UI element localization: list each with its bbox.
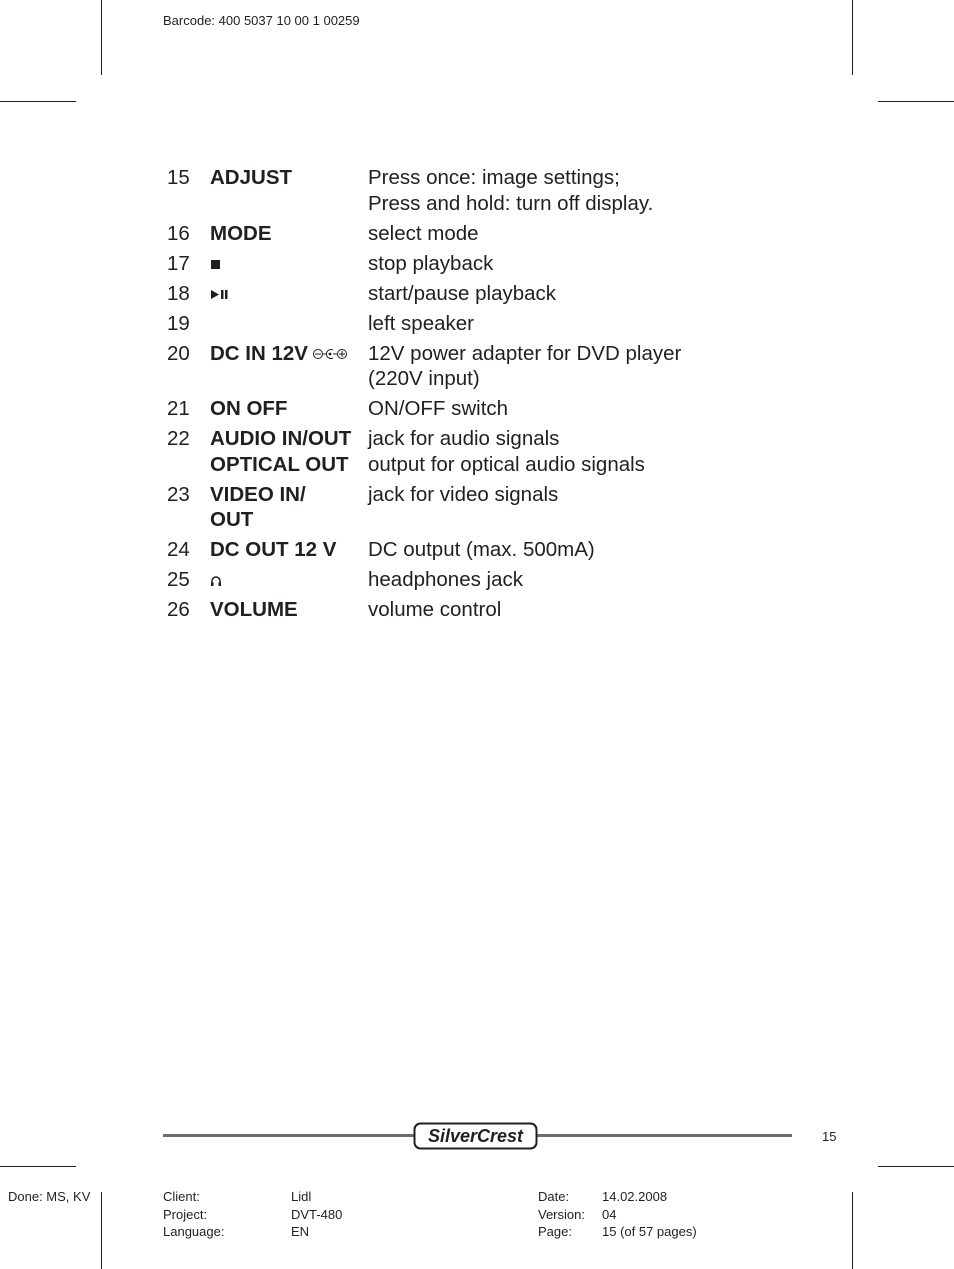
description-line: stop playback <box>368 251 494 275</box>
list-item <box>167 165 767 216</box>
item-name <box>210 396 368 422</box>
project-value: DVT-480 <box>291 1206 343 1222</box>
list-item <box>167 597 767 623</box>
item-name-text: VIDEO IN/ <box>210 482 306 506</box>
item-description <box>368 221 767 247</box>
item-name-text: OUT <box>210 508 254 531</box>
controls-list <box>167 165 767 627</box>
item-name <box>210 426 368 477</box>
list-item <box>167 482 767 533</box>
description-line: headphones jack <box>368 568 524 591</box>
description-line: select mode <box>368 221 479 245</box>
item-number: 24 <box>167 538 190 561</box>
done-label: Done: MS, KV <box>8 1189 91 1204</box>
item-description <box>368 165 767 216</box>
item-name <box>210 537 368 563</box>
item-description <box>368 396 767 422</box>
item-description <box>368 482 767 533</box>
item-name-text: AUDIO IN/OUT <box>210 427 352 450</box>
item-name <box>210 341 368 392</box>
list-item <box>167 396 767 422</box>
item-name <box>210 482 368 533</box>
crop-mark <box>852 0 853 75</box>
item-description <box>368 341 767 392</box>
headphones-icon <box>210 568 222 591</box>
item-number: 26 <box>167 598 190 621</box>
silvercrest-logo <box>413 1122 538 1150</box>
crop-mark <box>101 1192 102 1269</box>
item-name-text: ON OFF <box>210 397 288 420</box>
crop-mark <box>0 101 76 102</box>
item-number: 21 <box>167 397 190 420</box>
item-number: 17 <box>167 251 190 275</box>
date-label: Date: <box>538 1189 570 1204</box>
list-item <box>167 537 767 563</box>
item-name <box>210 281 368 307</box>
description-line: jack for video signals <box>368 482 559 506</box>
item-name-text: ADJUST <box>210 166 293 189</box>
description-line: output for optical audio signals <box>368 452 645 476</box>
item-description <box>368 567 767 593</box>
crop-mark <box>878 101 954 102</box>
version-label: Version: <box>538 1206 585 1222</box>
crop-mark <box>878 1166 954 1167</box>
item-name-text: DC OUT 12 V <box>210 538 337 561</box>
item-name-text: OPTICAL OUT <box>210 452 349 476</box>
meta-values-right <box>602 1188 697 1241</box>
description-line: 12V power adapter for DVD player <box>368 341 682 365</box>
item-number: 19 <box>167 311 190 335</box>
list-item <box>167 311 767 337</box>
description-line: volume control <box>368 598 502 621</box>
list-item <box>167 341 767 392</box>
item-name <box>210 311 368 337</box>
dc-polarity-icon <box>312 342 348 365</box>
description-line: DC output (max. 500mA) <box>368 538 595 561</box>
item-number: 15 <box>167 166 190 189</box>
play-pause-icon <box>210 282 230 305</box>
description-line: ON/OFF switch <box>368 397 509 420</box>
item-description <box>368 426 767 477</box>
item-name <box>210 567 368 593</box>
crop-mark <box>101 0 102 75</box>
item-number: 18 <box>167 281 190 305</box>
meta-labels-left <box>163 1188 224 1241</box>
list-item <box>167 567 767 593</box>
item-description <box>368 251 767 277</box>
version-value: 04 <box>602 1206 617 1222</box>
list-item <box>167 221 767 247</box>
description-line: Press once: image settings; <box>368 166 620 189</box>
description-line: jack for audio signals <box>368 427 560 450</box>
crop-mark <box>852 1192 853 1269</box>
description-line: start/pause playback <box>368 281 557 305</box>
page-value: 15 (of 57 pages) <box>602 1224 697 1239</box>
language-value: EN <box>291 1224 310 1239</box>
item-description <box>368 281 767 307</box>
client-value: Lidl <box>291 1189 312 1204</box>
item-number: 23 <box>167 482 190 506</box>
brand-name: SilverCrest <box>427 1126 524 1146</box>
description-line: Press and hold: turn off display. <box>368 191 654 215</box>
description-line: left speaker <box>368 311 474 335</box>
date-value: 14.02.2008 <box>602 1189 668 1204</box>
list-item <box>167 426 767 477</box>
item-name <box>210 597 368 623</box>
item-name <box>210 251 368 277</box>
item-name <box>210 165 368 216</box>
item-number: 25 <box>167 568 190 591</box>
stop-icon <box>210 252 222 275</box>
item-name-text: MODE <box>210 221 272 245</box>
item-description <box>368 597 767 623</box>
page-number: 15 <box>822 1129 837 1144</box>
item-number: 22 <box>167 427 190 450</box>
item-name-text: DC IN 12V <box>210 341 308 365</box>
item-number: 20 <box>167 341 190 365</box>
description-line: (220V input) <box>368 367 480 390</box>
list-item <box>167 281 767 307</box>
crop-mark <box>0 1166 76 1167</box>
page-label: Page: <box>538 1224 572 1239</box>
barcode-label: Barcode: 400 5037 10 00 1 00259 <box>163 13 360 28</box>
meta-labels-right <box>538 1188 585 1241</box>
item-name-text: VOLUME <box>210 598 298 621</box>
language-label: Language: <box>163 1224 225 1239</box>
item-description <box>368 311 767 337</box>
client-label: Client: <box>163 1189 200 1204</box>
project-label: Project: <box>163 1206 208 1222</box>
list-item <box>167 251 767 277</box>
item-description <box>368 537 767 563</box>
item-name <box>210 221 368 247</box>
item-number: 16 <box>167 221 190 245</box>
meta-values-left <box>291 1188 342 1241</box>
